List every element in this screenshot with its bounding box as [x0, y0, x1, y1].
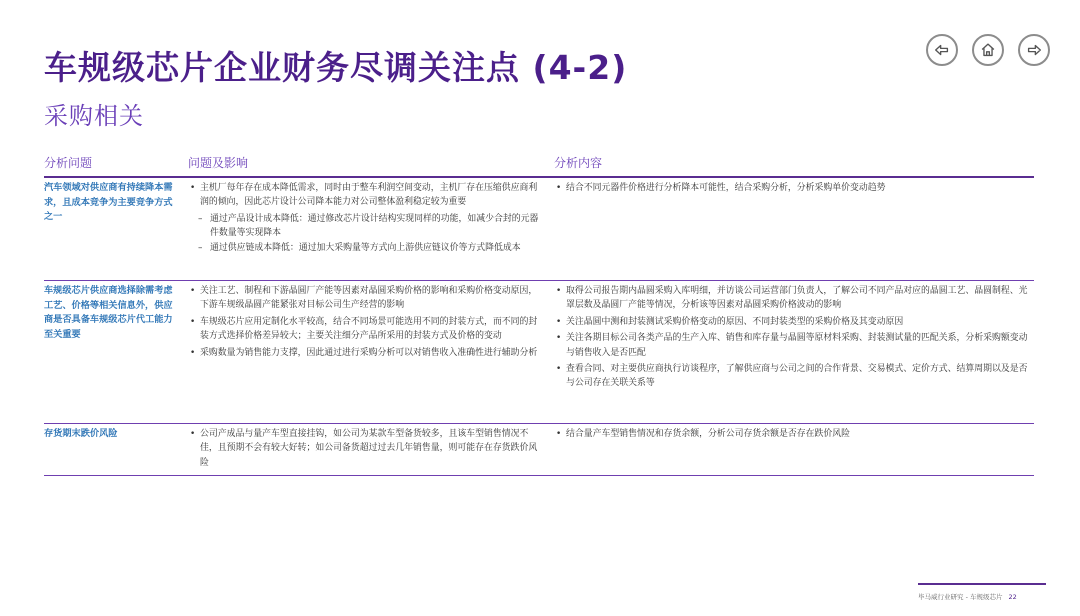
back-button[interactable] [926, 34, 958, 66]
arrow-right-icon [1025, 41, 1043, 59]
footer-divider [918, 583, 1046, 585]
home-icon [979, 41, 997, 59]
table-row [44, 281, 1034, 424]
row-analysis [554, 427, 1034, 469]
row-analysis [554, 284, 1034, 417]
header-impact: 问题及影响 [188, 156, 249, 170]
table-row [44, 178, 1034, 281]
list-item: • 结合量产车型销售情况和存货余额，分析公司存货余额是否存在跌价风险 [554, 427, 1034, 441]
row-impacts [188, 181, 554, 274]
footer-text: 毕马威行业研究 - 车规级芯片 [918, 593, 1003, 601]
table-header [44, 150, 1034, 178]
list-item: • 查看合同、对主要供应商执行访谈程序，了解供应商与公司之间的合作背景、交易模式、定价方式、结算周期以及是否与公司存在关联关系等 [554, 362, 1034, 391]
page-subtitle: 采购相关 [44, 102, 144, 130]
page-title: 车规级芯片企业财务尽调关注点 (4-2) [44, 48, 628, 87]
row-question: 汽车领域对供应商有持续降本需求，且成本竞争为主要竞争方式之一 [44, 182, 173, 222]
list-item: • 关注工艺、制程和下游晶圆厂产能等因素对晶圆采购价格的影响和采购价格变动原因，下游车规级晶圆产能紧张对目标公司生产经营的影响 [188, 284, 544, 313]
list-item: • 采购数量为销售能力支撑，因此通过进行采购分析可以对销售收入准确性进行辅助分析 [188, 346, 544, 360]
table-row [44, 424, 1034, 476]
list-item: • 公司产成品与量产车型直接挂钩，如公司为某款车型备货较多，且该车型销售情况不佳，且预期不会有较大好转；如公司备货超过过去几年销售量，则可能存在存货跌价风险 [188, 427, 544, 470]
row-question: 车规级芯片供应商选择除需考虑工艺、价格等相关信息外，供应商是否具备车规级芯片代工能力至关重要 [44, 285, 173, 340]
header-analysis: 分析内容 [554, 156, 603, 170]
row-analysis [554, 181, 1034, 274]
list-item: • 取得公司报告期内晶圆采购入库明细，并访谈公司运营部门负责人，了解公司不同产品对应的晶圆工艺、晶圆制程、光罩层数及晶圆厂产能等情况，分析该等因素对晶圆采购价格波动的影响 [554, 284, 1034, 313]
list-item: – 通过供应链成本降低：通过加大采购量等方式向上游供应链议价等方式降低成本 [188, 241, 544, 255]
next-button[interactable] [1018, 34, 1050, 66]
nav-buttons [926, 34, 1050, 66]
home-button[interactable] [972, 34, 1004, 66]
list-item: • 车规级芯片应用定制化水平较高，结合不同场景可能选用不同的封装方式，而不同的封装方式选择价格差异较大；主要关注细分产品所采用的封装方式及价格的变动 [188, 315, 544, 344]
list-item: – 通过产品设计成本降低：通过修改芯片设计结构实现同样的功能，如减少合封的元器件数量等实现降本 [188, 212, 544, 241]
list-item: • 关注晶圆中测和封装测试采购价格变动的原因、不同封装类型的采购价格及其变动原因 [554, 315, 1034, 329]
list-item: • 主机厂每年存在成本降低需求，同时由于整车利润空间变动，主机厂存在压缩供应商利润的倾向，因此芯片设计公司降本能力对公司整体盈利稳定较为重要 [188, 181, 544, 210]
row-impacts [188, 284, 554, 417]
analysis-table [44, 150, 1034, 476]
list-item: • 关注各期目标公司各类产品的生产入库、销售和库存量与晶圆等原材料采购、封装测试量的匹配关系，分析采购额变动与销售收入是否匹配 [554, 331, 1034, 360]
arrow-left-icon [933, 41, 951, 59]
footer [918, 592, 1017, 601]
row-question: 存货期末跌价风险 [44, 428, 118, 439]
list-item: • 结合不同元器件价格进行分析降本可能性，结合采购分析，分析采购单价变动趋势 [554, 181, 1034, 195]
header-question: 分析问题 [44, 156, 93, 170]
page-number: 22 [1008, 593, 1017, 601]
row-impacts [188, 427, 554, 469]
